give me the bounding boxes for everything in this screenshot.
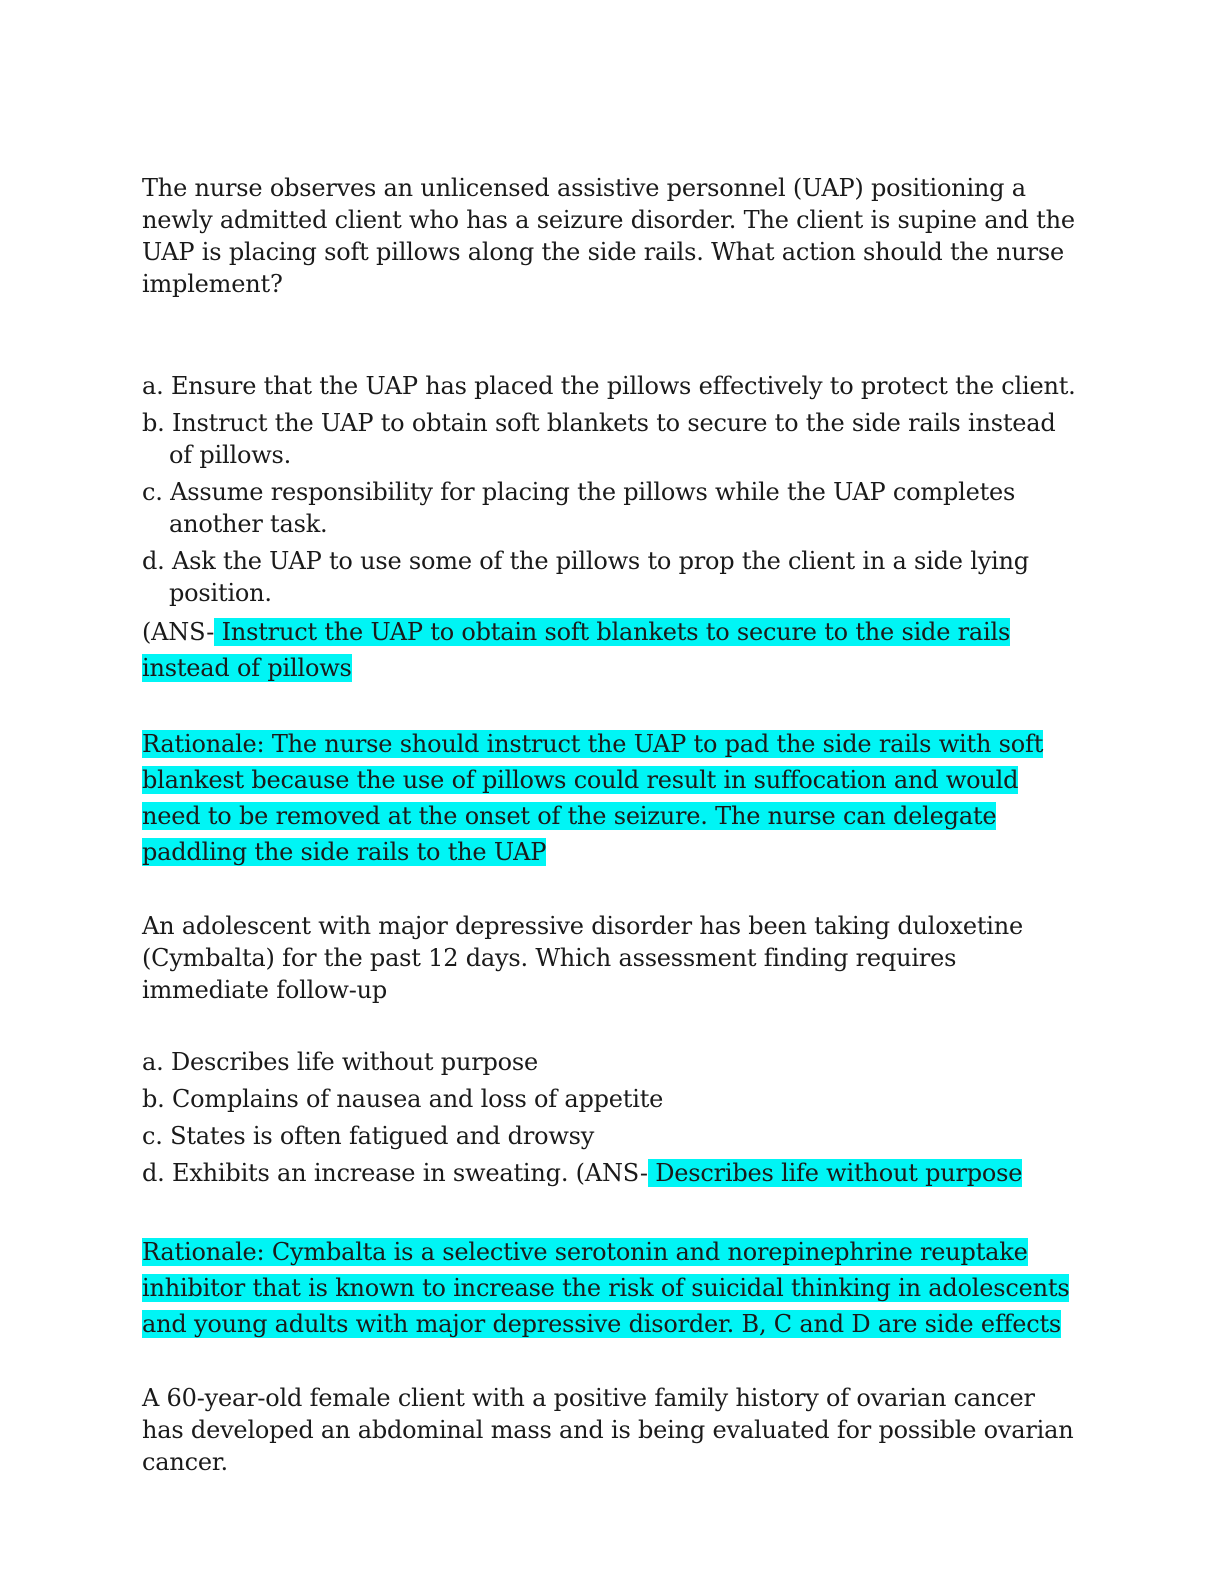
question-2-option-c: c. States is often fatigued and drowsy	[142, 1122, 595, 1150]
question-1-stem: The nurse observes an unlicensed assistive personnel (UAP) positioning a newly admitted client who has a seizure disorder. The client is supine and the UAP is placing soft pillows along the side rails. What action should the nurse implement?	[142, 174, 1075, 298]
question-2-option-b: b. Complains of nausea and loss of appetite	[142, 1085, 664, 1113]
document-page	[142, 172, 1082, 1478]
question-2-options	[142, 1046, 1082, 1189]
question-2-rationale	[142, 1234, 1082, 1342]
answer-prefix: (ANS-	[575, 1159, 648, 1187]
question-1-option-c: c. Assume responsibility for placing the pillows while the UAP completes another task.	[142, 478, 1016, 538]
question-2-stem: An adolescent with major depressive disorder has been taking duloxetine (Cymbalta) for the past 12 days. Which assessment finding requires immediate follow-up	[142, 912, 1024, 1004]
option-d-text: d. Exhibits an increase in sweating.	[142, 1159, 576, 1187]
question-1-option-d: d. Ask the UAP to use some of the pillows to prop the client in a side lying position.	[142, 547, 1029, 607]
question-2-option-d	[142, 1157, 1082, 1189]
rationale-highlight: Rationale: Cymbalta is a selective serotonin and norepinephrine reuptake inhibitor that is known to increase the risk of suicidal thinking in adolescents and young adults with major depressive disorder. B, C and D are side effects	[142, 1238, 1070, 1338]
question-2-option-a: a. Describes life without purpose	[142, 1048, 539, 1076]
question-1-option-a: a. Ensure that the UAP has placed the pillows effectively to protect the client.	[142, 372, 1076, 400]
rationale-highlight: Rationale: The nurse should instruct the UAP to pad the side rails with soft blankest because the use of pillows could result in suffocation and would need to be removed at the onset of the seizure. The nurse can delegate paddling the side rails to the UAP	[142, 730, 1044, 866]
question-3-stem: A 60-year-old female client with a positive family history of ovarian cancer has developed an abdominal mass and is being evaluated for possible ovarian cancer.	[142, 1384, 1074, 1476]
question-1-rationale	[142, 726, 1082, 870]
question-1-answer	[142, 614, 1082, 686]
answer-highlight: Instruct the UAP to obtain soft blankets to secure to the side rails instead of pillows	[142, 618, 1011, 682]
answer-highlight: Describes life without purpose	[647, 1159, 1023, 1187]
answer-prefix: (ANS-	[142, 618, 215, 646]
question-1-options	[142, 370, 1082, 609]
question-1-option-b: b. Instruct the UAP to obtain soft blankets to secure to the side rails instead of pillows.	[142, 409, 1056, 469]
